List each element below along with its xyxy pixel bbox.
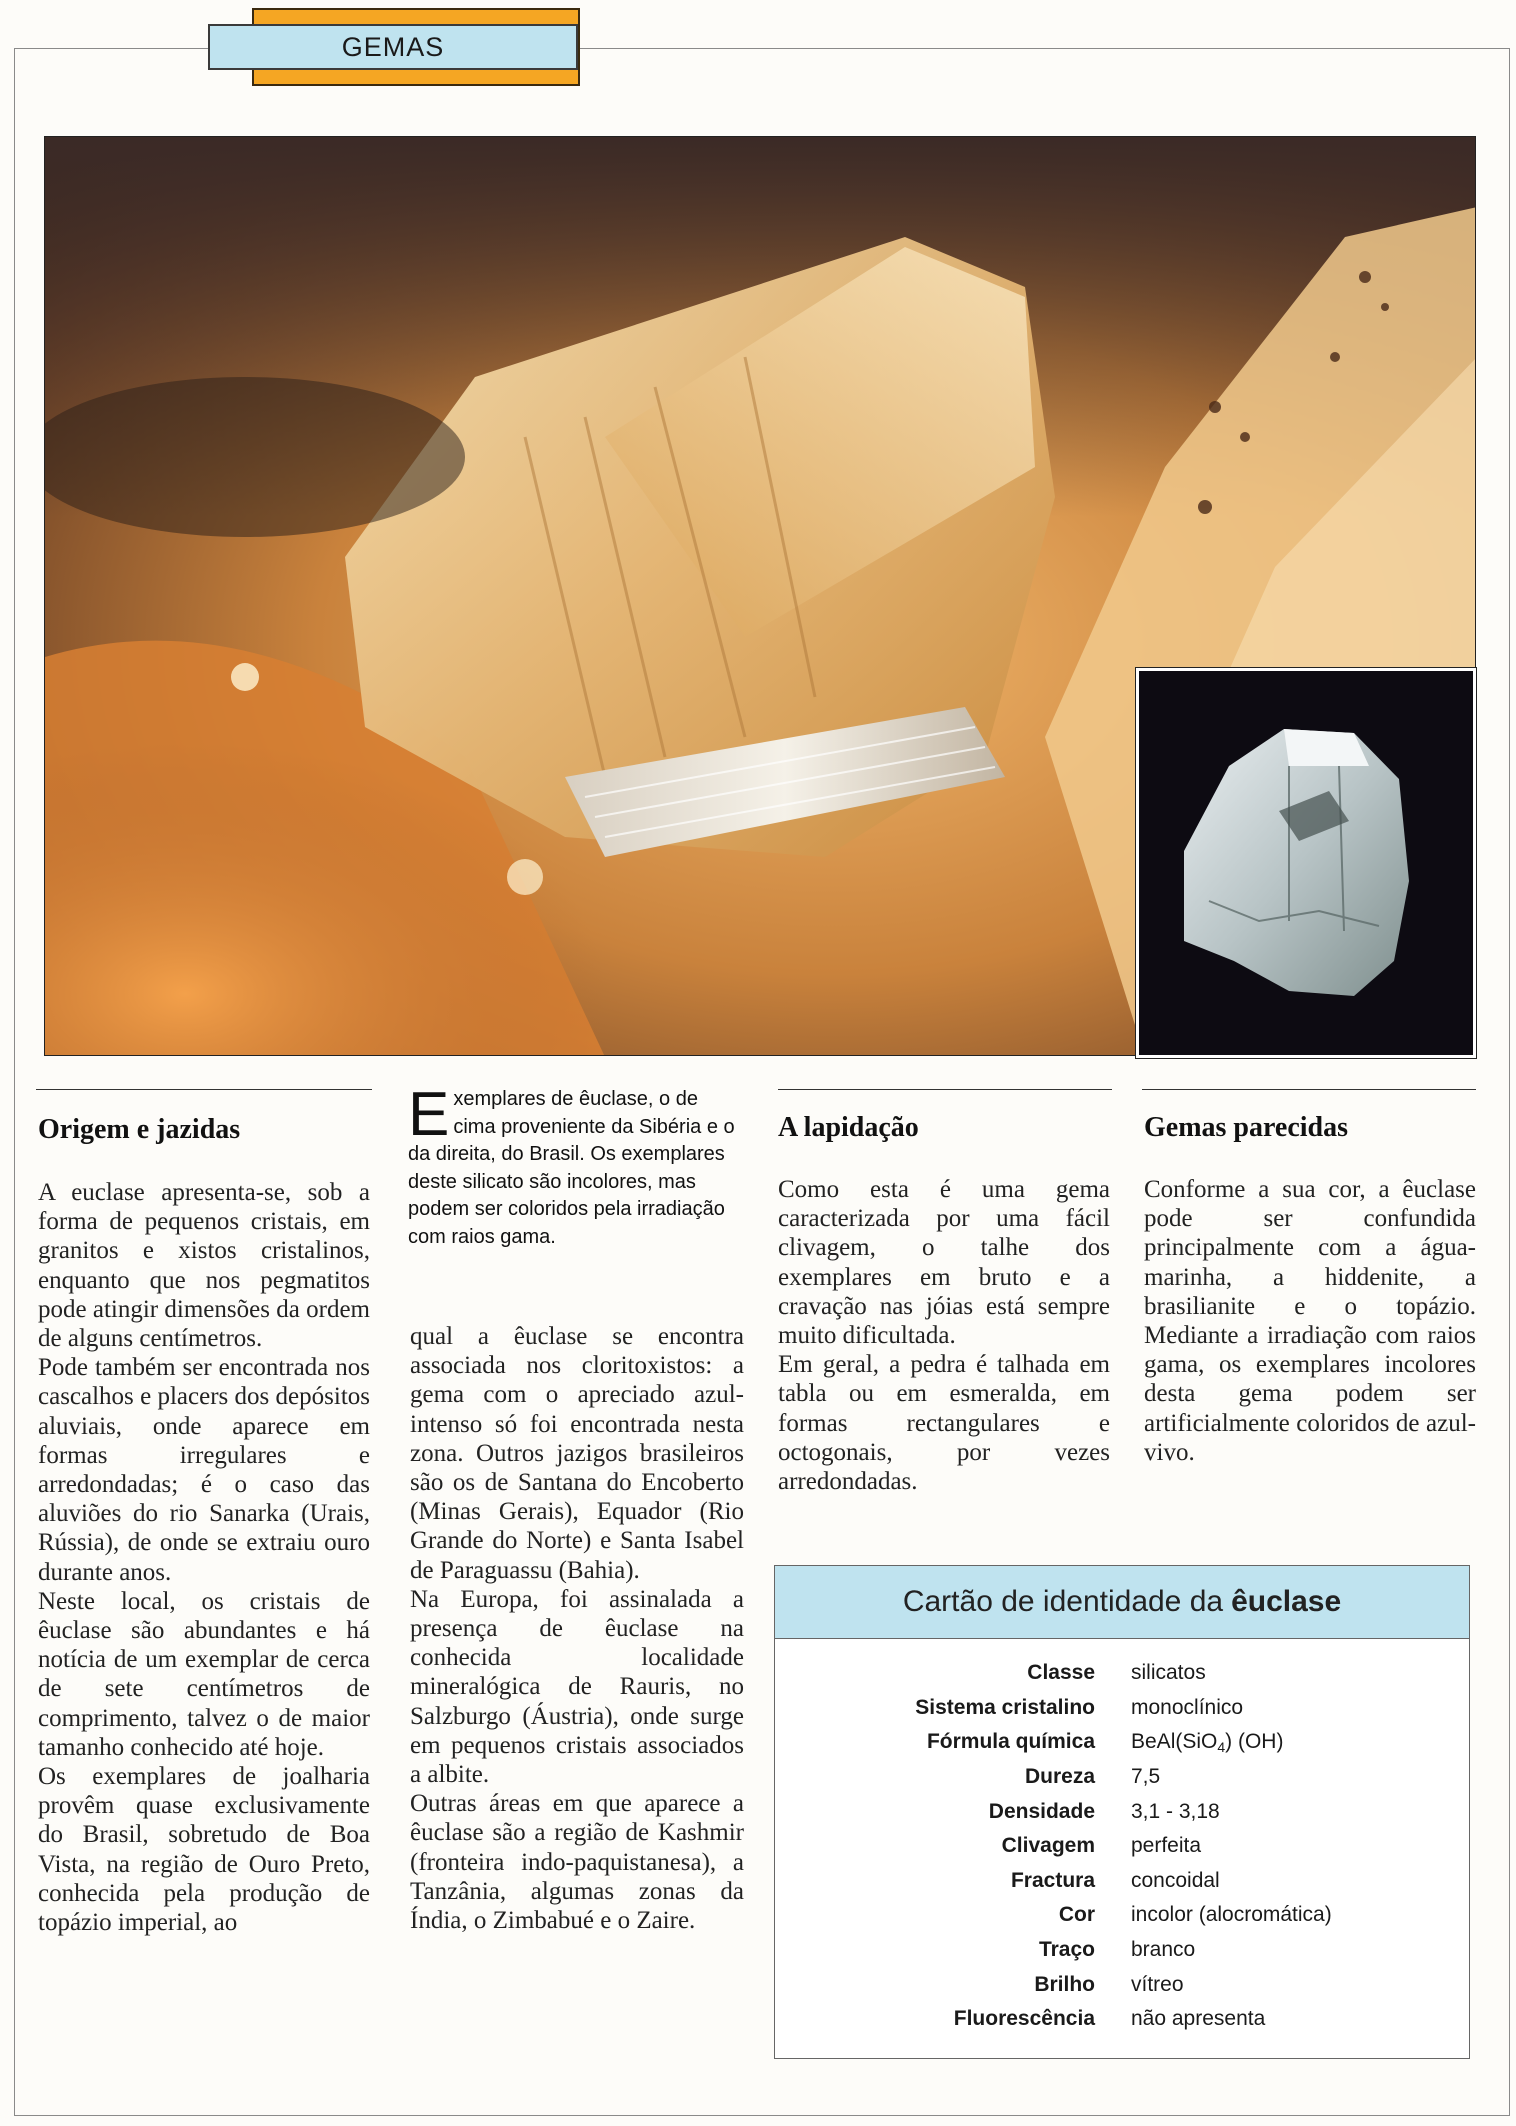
property-label: Fractura (1010, 1868, 1095, 1892)
paragraph: Pode também ser encontrada nos cascalhos e placers dos depósitos aluviais, onde aparece em formas irregulares e arredondadas; é o caso das aluviões do rio Sanarka (Urais, Rússia), de onde se extraiu ouro durante anos. (38, 1354, 370, 1586)
property-label: Fórmula química (926, 1730, 1095, 1754)
photo-caption (408, 1080, 744, 1251)
id-card-table (775, 1656, 1469, 2037)
paragraph: Neste local, os cristais de êuclase são abundantes e há notícia de um exemplar de cerca de sete centímetros de comprimento, talvez o de maior tamanho conhecido até hoje. (38, 1587, 370, 1761)
property-label: Dureza (1024, 1765, 1095, 1789)
property-value: incolor (alocromática) (1131, 1903, 1332, 1927)
gemas-parecidas-heading: Gemas parecidas (1144, 1112, 1349, 1143)
paragraph: Em geral, a pedra é talhada em tabla ou em esmeralda, em formas rectangulares e octogonais, por vezes arredondadas. (778, 1351, 1110, 1496)
formula-part: ) (OH) (1225, 1729, 1284, 1753)
caption-text: xemplares de êuclase, o de cima proveniente da Sibéria e o da direita, do Brasil. Os exemplares deste silicato são incolores, mas podem ser coloridos pela irradiação com raios gama. (408, 1088, 735, 1248)
origem-heading: Origem e jazidas (38, 1114, 241, 1145)
origem-column-2 (410, 1322, 744, 1935)
property-value: branco (1131, 1938, 1196, 1962)
lapidacao-heading: A lapidação (778, 1112, 919, 1143)
section-label: GEMAS (341, 31, 445, 62)
id-card-title-mineral: êuclase (1231, 1585, 1342, 1618)
property-label: Classe (1027, 1661, 1095, 1685)
property-label: Sistema cristalino (915, 1695, 1095, 1719)
table-row (775, 1898, 1469, 1933)
formula-part: BeAl(SiO (1131, 1729, 1218, 1753)
table-row (775, 1967, 1469, 2002)
table-row (775, 1656, 1469, 1691)
lapidacao-text (778, 1175, 1110, 1496)
property-value: vítreo (1131, 1972, 1184, 1996)
id-card-title-prefix: Cartão de identidade da (902, 1585, 1224, 1618)
property-label: Brilho (1034, 1972, 1095, 1996)
property-value: 3,1 - 3,18 (1131, 1799, 1220, 1823)
table-row (775, 1864, 1469, 1899)
paragraph: qual a êuclase se encontra associada nos cloritoxistos: a gema com o apreciado azul-intenso só foi encontrada nesta zona. Outros jazigos brasileiros são os de Santana do Encoberto (Minas Gerais), Equador (Rio Grande do Norte) e Santa Isabel de Paraguassu (Bahia). (410, 1323, 744, 1584)
id-card (774, 1565, 1470, 2059)
paragraph: Conforme a sua cor, a êuclase pode ser confundida principalmente com a água-marinha, a hiddenite, a brasilianite e o topázio. Mediante a irradiação com raios gama, os exemplares incolores desta gema podem ser artificialmente coloridos de azul-vivo. (1144, 1176, 1476, 1466)
table-row (775, 1691, 1469, 1726)
origem-column-1 (38, 1178, 370, 1937)
property-value: silicatos (1131, 1661, 1206, 1685)
column-rule (1142, 1089, 1476, 1090)
table-row (775, 1760, 1469, 1795)
paragraph: Os exemplares de joalharia provêm quase exclusivamente do Brasil, sobretudo de Boa Vista, na região de Ouro Preto, conhecida pela produção de topázio imperial, ao (38, 1763, 370, 1937)
property-label: Fluorescência (953, 2007, 1095, 2031)
id-card-header (775, 1566, 1469, 1639)
paragraph: Como esta é uma gema caracterizada por uma fácil clivagem, o talhe dos exemplares em bruto e a cravação nas jóias está sempre muito dificultada. (778, 1176, 1110, 1350)
property-value: monoclínico (1131, 1695, 1244, 1719)
euclase-inset-illustration (1139, 671, 1473, 1055)
table-row (775, 1829, 1469, 1864)
table-row (775, 2002, 1469, 2037)
formula-subscript: 4 (1217, 1738, 1226, 1755)
property-value: perfeita (1131, 1834, 1202, 1858)
paragraph: A euclase apresenta-se, sob a forma de pequenos cristais, em granitos e xistos cristalinos, enquanto que nos pegmatitos pode atingir dimensões da ordem de alguns centímetros. (38, 1179, 370, 1353)
euclase-inset-photo (1136, 668, 1476, 1058)
gemas-parecidas-text (1144, 1175, 1476, 1467)
property-label: Traço (1038, 1938, 1095, 1962)
column-rule (778, 1089, 1112, 1090)
property-value: não apresenta (1131, 2007, 1266, 2031)
column-rule (36, 1089, 372, 1090)
property-label: Densidade (988, 1799, 1095, 1823)
table-row (775, 1933, 1469, 1968)
property-value: 7,5 (1131, 1765, 1161, 1789)
paragraph: Na Europa, foi assinalada a presença de êuclase na conhecida localidade mineralógica de Rauris, no Salzburgo (Áustria), onde surge em pequenos cristais associados a albite. (410, 1585, 744, 1789)
section-tab (208, 24, 578, 70)
table-row (775, 1725, 1469, 1760)
paragraph: Outras áreas em que aparece a êuclase são a região de Kashmir (fronteira indo-paquistanesa), a Tanzânia, algumas zonas da Índia, o Zimbabué e o Zaire. (410, 1790, 744, 1935)
property-value (1131, 1725, 1469, 1760)
property-label: Clivagem (1001, 1834, 1095, 1858)
table-row (775, 1794, 1469, 1829)
property-label: Cor (1058, 1903, 1095, 1927)
property-value: concoidal (1131, 1868, 1220, 1892)
caption-dropcap: E (408, 1080, 450, 1149)
